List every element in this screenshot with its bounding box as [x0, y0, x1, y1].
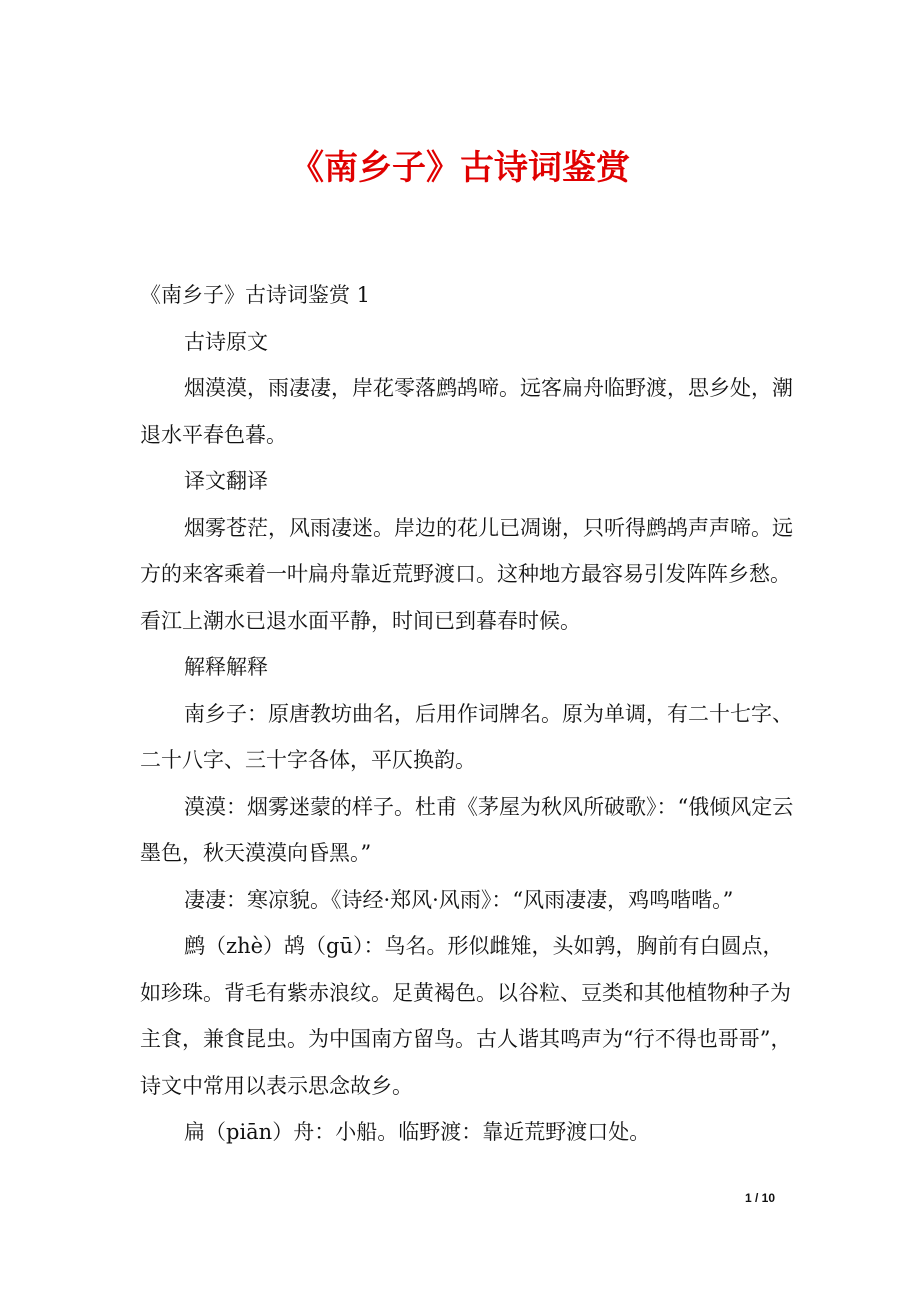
note-momo: 漠漠：烟雾迷蒙的样子。杜甫《茅屋为秋风所破歌》：“俄倾风定云墨色，秋天漠漠向昏黑。”: [140, 794, 794, 865]
note-pianzhou: 扁（piān）舟：小船。临野渡：靠近荒野渡口处。: [184, 1120, 651, 1144]
note-nanxiangzi: 南乡子：原唐教坊曲名，后用作词牌名。原为单调，有二十七字、二十八字、三十字各体，平仄换韵。: [140, 701, 793, 772]
subheading-original-text: 古诗原文: [184, 329, 268, 354]
subheading-explanation: 解释解释: [184, 655, 268, 679]
note-qiqi: 凄凄：寒凉貌。《诗经·郑风·风雨》：“风雨凄凄，鸡鸣喈喈。”: [184, 887, 734, 912]
subheading-translation: 译文翻译: [184, 469, 268, 493]
page-title: 《南乡子》古诗词鉴赏: [290, 148, 630, 188]
section-heading: 《南乡子》古诗词鉴赏 1: [140, 283, 371, 307]
document-body: [140, 272, 796, 1156]
poem-original-text: 烟漠漠，雨凄凄，岸花零落鹧鸪啼。远客扁舟临野渡，思乡处，潮退水平春色暮。: [140, 376, 793, 447]
note-zhegu: 鹧（zhè）鸪（gū）：鸟名。形似雌雉，头如鹑，胸前有白圆点，如珍珠。背毛有紫赤浪纹。足黄褐色。以谷粒、豆类和其他植物种子为主食，兼食昆虫。为中国南方留鸟。古人谐其鸣声为“行不得也哥哥”，诗文中常用以表示思念故乡。: [140, 934, 792, 1098]
translation-paragraph: 烟雾苍茫，风雨凄迷。岸边的花儿已凋谢，只听得鹧鸪声声啼。远方的来客乘着一叶扁舟靠近荒野渡口。这种地方最容易引发阵阵乡愁。看江上潮水已退水面平静，时间已到暮春时候。: [140, 515, 793, 633]
page-number: 1 / 10: [744, 1191, 776, 1205]
